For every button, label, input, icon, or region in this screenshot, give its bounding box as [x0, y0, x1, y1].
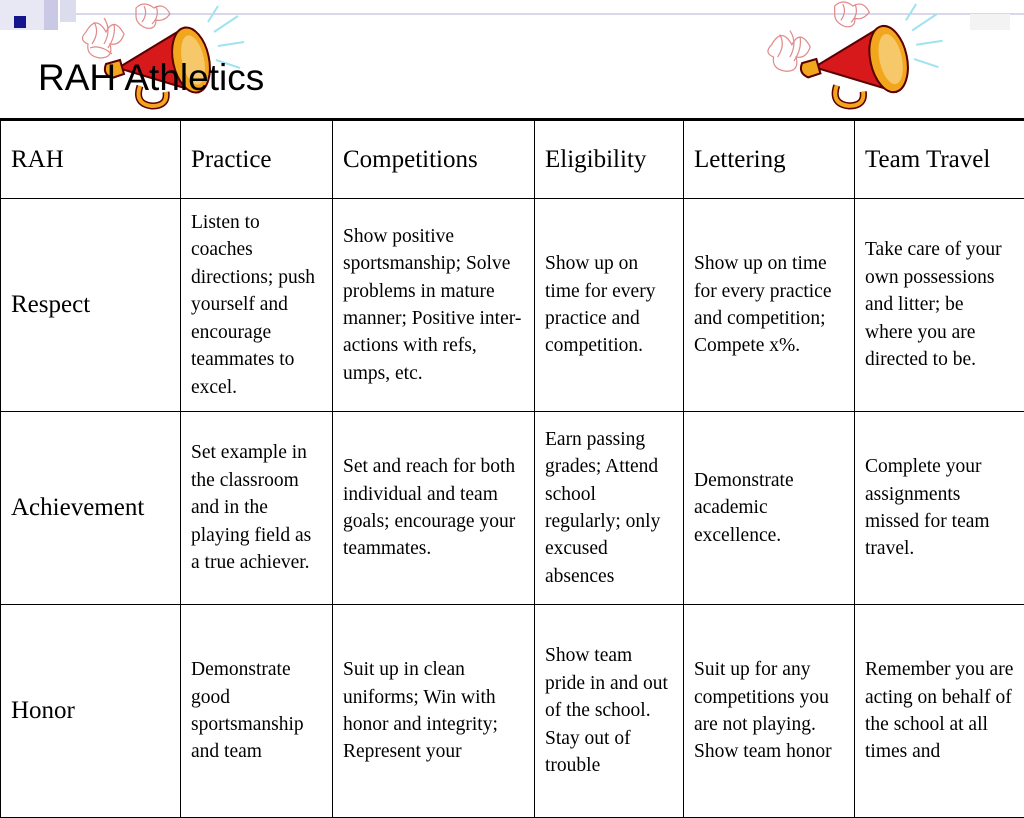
table-cell: Demonstrate academic excellence.	[684, 412, 855, 605]
table-row	[1, 605, 1024, 818]
column-header: RAH	[1, 120, 181, 199]
table-cell: Earn passing grades; Attend school regularly; only excused absences	[535, 412, 684, 605]
column-header: Practice	[181, 120, 333, 199]
table-cell: Show up on time for every practice and competition; Compete x%.	[684, 199, 855, 412]
column-header: Eligibility	[535, 120, 684, 199]
row-label: Honor	[1, 605, 181, 818]
table-cell: Suit up for any competitions you are not playing. Show team honor	[684, 605, 855, 818]
table-header-row	[1, 120, 1024, 199]
table-cell: Set and reach for both individual and team goals; encourage your teammates.	[333, 412, 535, 605]
table-cell: Suit up in clean uniforms; Win with honor and integrity; Represent your	[333, 605, 535, 818]
row-label: Respect	[1, 199, 181, 412]
table-row	[1, 412, 1024, 605]
table-cell: Complete your assignments missed for team travel.	[855, 412, 1024, 605]
accent-square-icon	[14, 16, 26, 28]
row-label: Achievement	[1, 412, 181, 605]
table-cell: Take care of your own possessions and litter; be where you are directed to be.	[855, 199, 1024, 412]
column-header: Lettering	[684, 120, 855, 199]
megaphone-icon	[758, 0, 948, 112]
sound-waves-icon	[906, 4, 943, 67]
table-cell: Set example in the classroom and in the playing field as a true achiever.	[181, 412, 333, 605]
table-cell: Demonstrate good sportsmanship and team	[181, 605, 333, 818]
table-cell: Remember you are acting on behalf of the school at all times and	[855, 605, 1024, 818]
table-row	[1, 199, 1024, 412]
table-cell: Show positive sportsmanship; Solve problems in mature manner; Positive inter-actions with refs, umps, etc.	[333, 199, 535, 412]
table-cell: Show up on time for every practice and competition.	[535, 199, 684, 412]
column-header: Competitions	[333, 120, 535, 199]
column-header: Team Travel	[855, 120, 1024, 199]
table-cell: Listen to coaches directions; push yourself and encourage teammates to excel.	[181, 199, 333, 412]
rah-rubric-table	[0, 118, 1024, 818]
table-cell: Show team pride in and out of the school. Stay out of trouble	[535, 605, 684, 818]
slide-title: RAH Athletics	[38, 58, 264, 98]
